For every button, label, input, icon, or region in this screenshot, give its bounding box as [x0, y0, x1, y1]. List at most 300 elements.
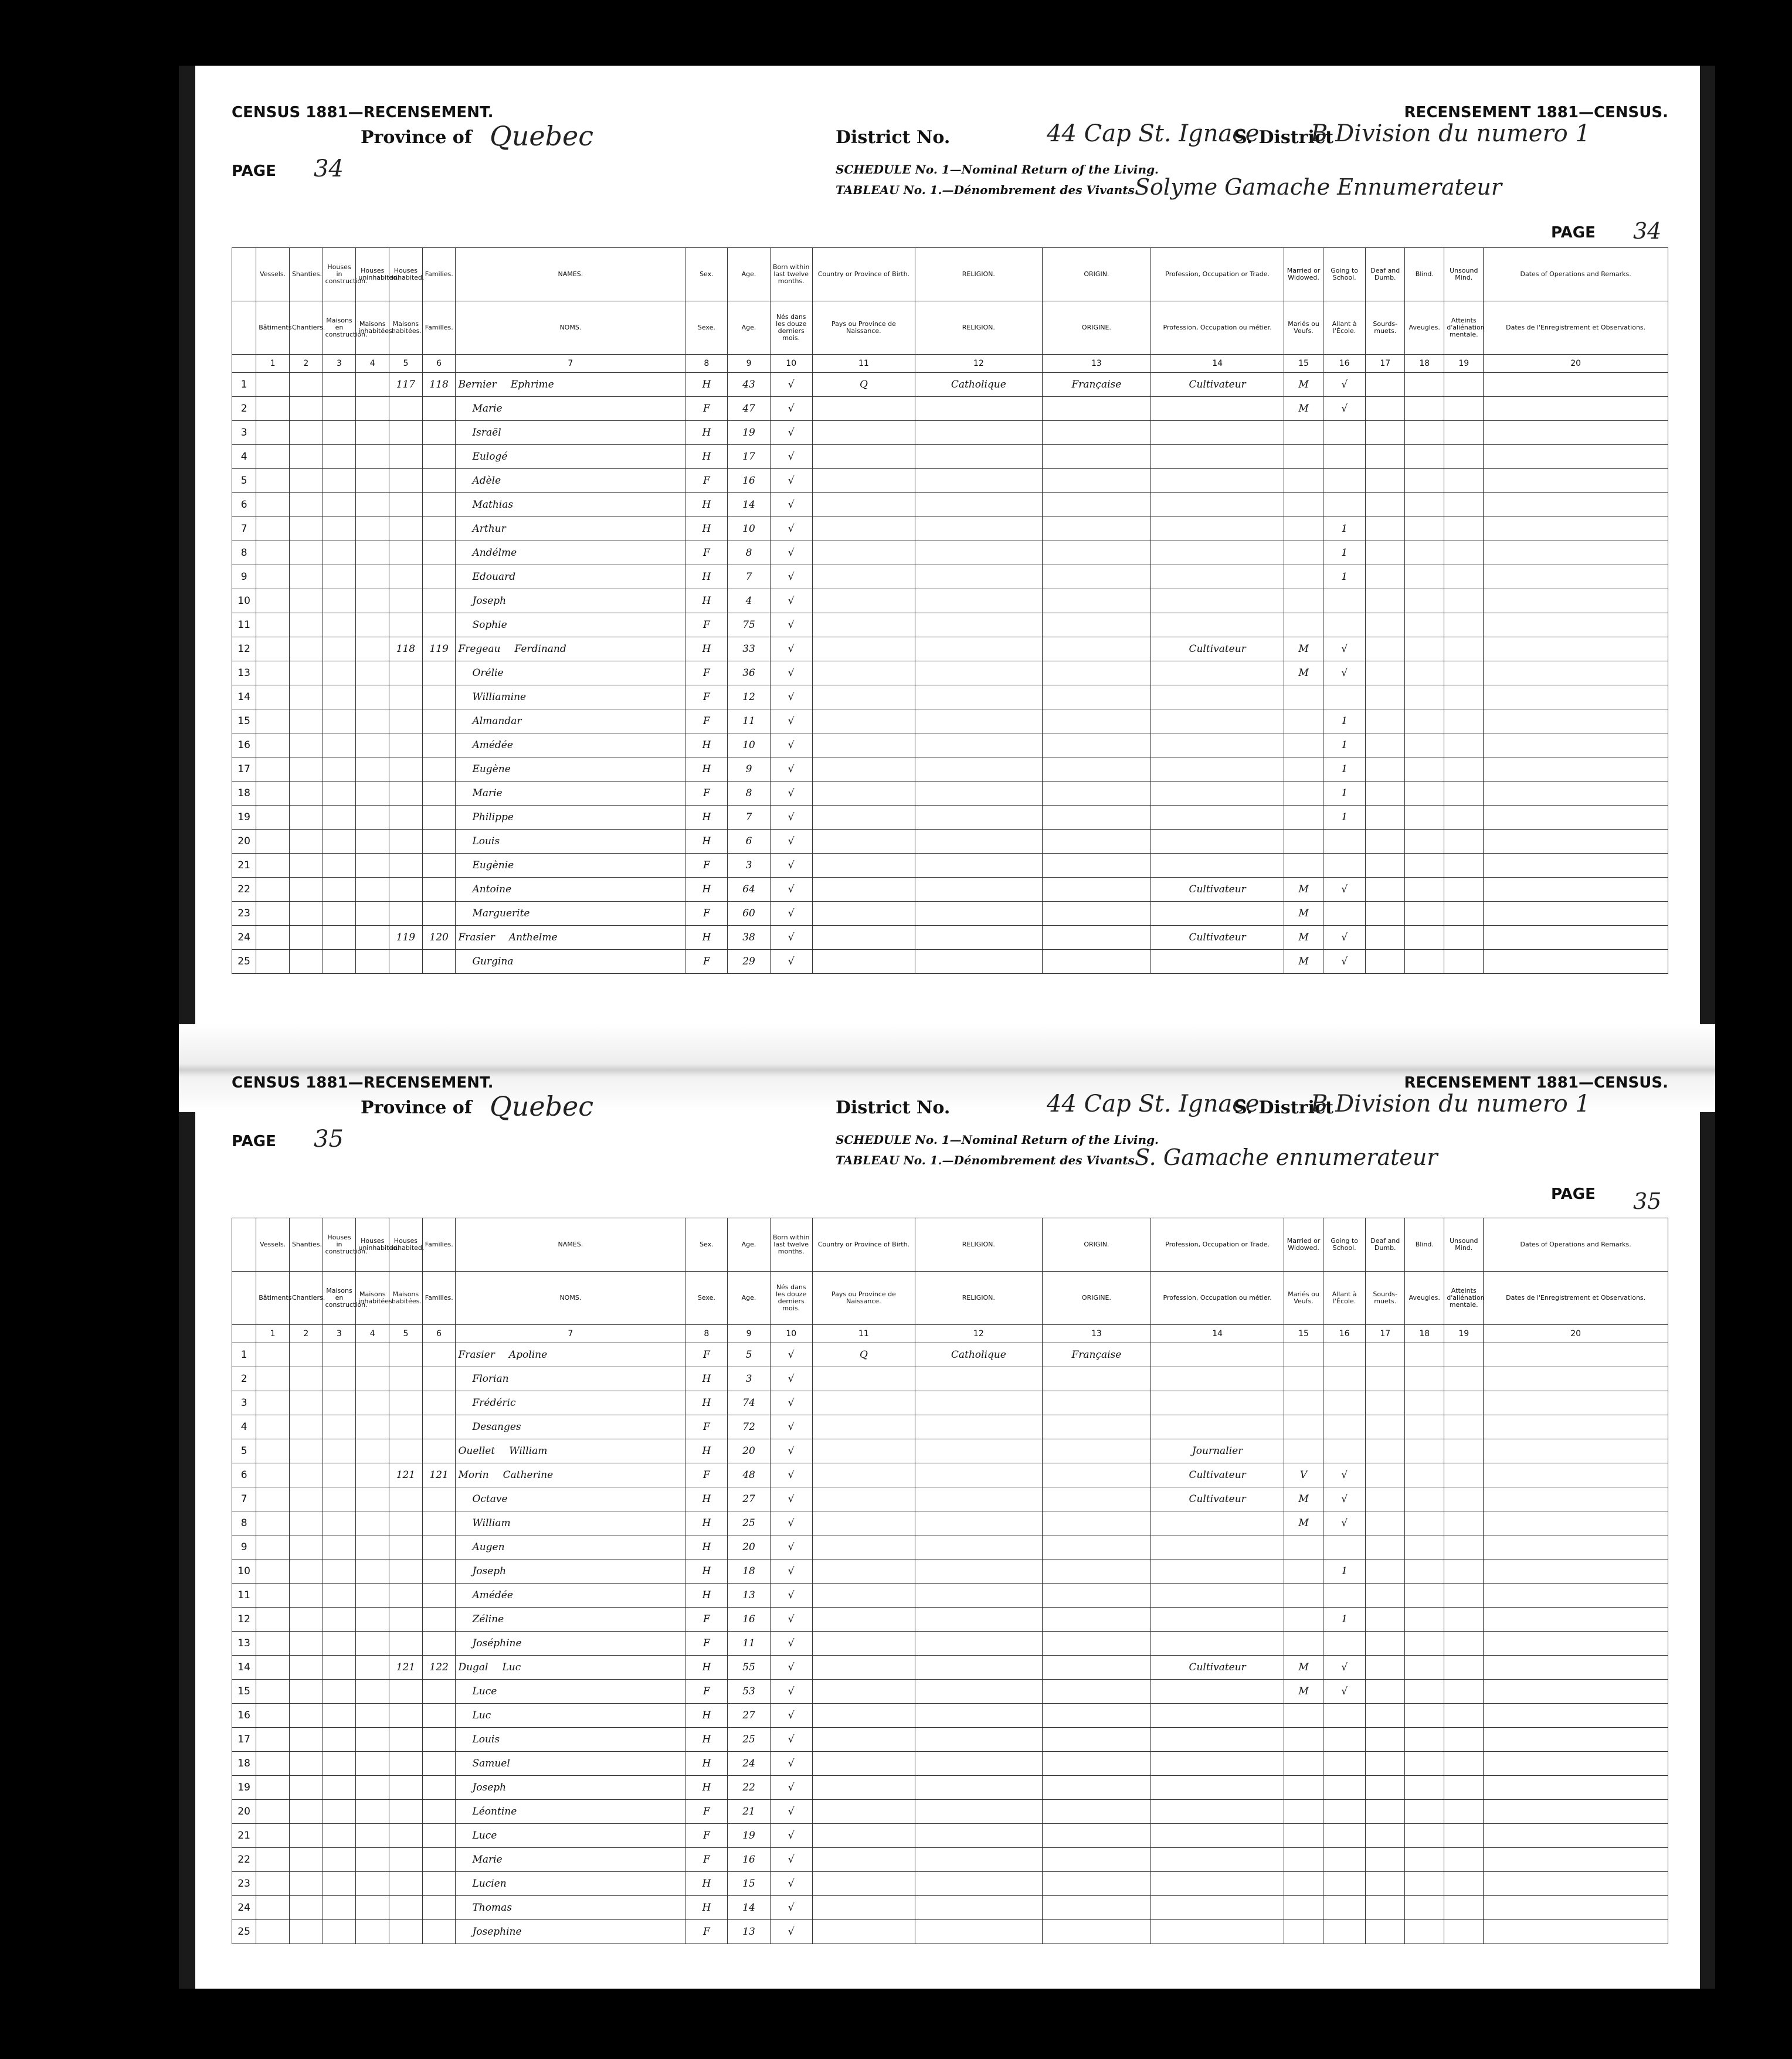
age-cell: 72: [728, 1415, 770, 1439]
name-cell: [456, 1463, 685, 1487]
houses-uninhabited-cell: [356, 950, 389, 974]
column-header-19: Unsound Mind.: [1444, 1218, 1484, 1272]
blind-cell: [1405, 1704, 1444, 1728]
born-cell: √: [770, 1439, 812, 1463]
origin-cell: [1042, 878, 1151, 902]
line-number: 10: [232, 1559, 256, 1584]
table-row: [232, 1559, 1668, 1584]
families-cell: [422, 902, 456, 926]
houses-inhabited-cell: [389, 1439, 423, 1463]
column-number-4: 4: [356, 355, 389, 373]
shanties-cell: [289, 1511, 323, 1535]
married-cell: [1284, 613, 1323, 637]
blind-cell: [1405, 1848, 1444, 1872]
school-cell: [1323, 1824, 1366, 1848]
blind-cell: [1405, 1343, 1444, 1367]
houses-construction-cell: [323, 950, 356, 974]
blind-cell: [1405, 733, 1444, 757]
table-row: [232, 685, 1668, 709]
profession-cell: [1151, 782, 1284, 806]
given-name: Andélme: [472, 547, 517, 559]
vessels-cell: [256, 373, 290, 397]
families-cell: [422, 1343, 456, 1367]
blind-cell: [1405, 1776, 1444, 1800]
origin-cell: [1042, 709, 1151, 733]
religion-cell: [915, 1632, 1043, 1656]
enumerator-name: Solyme Gamache Ennumerateur: [1135, 174, 1502, 200]
birthplace-cell: [812, 1608, 915, 1632]
sex-cell: H: [685, 637, 728, 661]
unsound-mind-cell: [1444, 589, 1484, 613]
given-name: Florian: [472, 1373, 509, 1385]
shanties-cell: [289, 878, 323, 902]
given-name: Desanges: [472, 1421, 521, 1433]
blind-cell: [1405, 517, 1444, 541]
shanties-cell: [289, 1367, 323, 1391]
remarks-cell: [1484, 637, 1668, 661]
given-name: Joséphine: [472, 1637, 522, 1649]
name-cell: [456, 1608, 685, 1632]
name-cell: [456, 709, 685, 733]
houses-construction-cell: [323, 1632, 356, 1656]
origin-cell: [1042, 589, 1151, 613]
deaf-cell: [1366, 661, 1405, 685]
given-name: Lucien: [472, 1878, 507, 1890]
remarks-cell: [1484, 373, 1668, 397]
age-cell: 20: [728, 1535, 770, 1559]
column-header-fr-14: Profession, Occupation ou métier.: [1151, 1272, 1284, 1325]
column-header-13: ORIGIN.: [1042, 248, 1151, 301]
blind-cell: [1405, 1824, 1444, 1848]
column-header-fr-17: Sourds-muets.: [1366, 301, 1405, 355]
religion-cell: [915, 565, 1043, 589]
houses-inhabited-cell: [389, 1824, 423, 1848]
houses-inhabited-cell: [389, 421, 423, 445]
sex-cell: H: [685, 589, 728, 613]
remarks-cell: [1484, 1800, 1668, 1824]
married-cell: M: [1284, 1656, 1323, 1680]
houses-inhabited-cell: [389, 493, 423, 517]
married-cell: [1284, 1367, 1323, 1391]
remarks-cell: [1484, 445, 1668, 469]
houses-uninhabited-cell: [356, 854, 389, 878]
married-cell: V: [1284, 1463, 1323, 1487]
sex-cell: H: [685, 1704, 728, 1728]
born-cell: √: [770, 373, 812, 397]
column-header-10: Born within last twelve months.: [770, 248, 812, 301]
birthplace-cell: [812, 589, 915, 613]
married-cell: [1284, 1728, 1323, 1752]
given-name: Marguerite: [472, 908, 530, 919]
houses-construction-cell: [323, 421, 356, 445]
houses-uninhabited-cell: [356, 1367, 389, 1391]
married-cell: M: [1284, 902, 1323, 926]
school-cell: [1323, 1439, 1366, 1463]
married-cell: [1284, 1439, 1323, 1463]
houses-construction-cell: [323, 589, 356, 613]
origin-cell: [1042, 950, 1151, 974]
name-cell: [456, 1752, 685, 1776]
birthplace-cell: [812, 1535, 915, 1559]
table-row: [232, 782, 1668, 806]
unsound-mind-cell: [1444, 1584, 1484, 1608]
deaf-cell: [1366, 1824, 1405, 1848]
families-cell: [422, 661, 456, 685]
line-number: 7: [232, 1487, 256, 1511]
column-header-2: Shanties.: [289, 1218, 323, 1272]
line-number: 21: [232, 854, 256, 878]
name-cell: [456, 421, 685, 445]
blind-cell: [1405, 1559, 1444, 1584]
houses-construction-cell: [323, 1920, 356, 1944]
line-number: 12: [232, 637, 256, 661]
religion-cell: [915, 1800, 1043, 1824]
given-name: Thomas: [472, 1902, 512, 1914]
families-cell: [422, 421, 456, 445]
born-cell: √: [770, 1535, 812, 1559]
sex-cell: F: [685, 1680, 728, 1704]
table-row: [232, 1728, 1668, 1752]
given-name: Frédéric: [472, 1397, 516, 1409]
houses-uninhabited-cell: [356, 661, 389, 685]
name-cell: [456, 1728, 685, 1752]
sex-cell: H: [685, 1391, 728, 1415]
families-cell: [422, 1632, 456, 1656]
column-header-fr-2: Chantiers.: [289, 301, 323, 355]
age-cell: 3: [728, 1367, 770, 1391]
shanties-cell: [289, 757, 323, 782]
houses-inhabited-cell: [389, 1391, 423, 1415]
deaf-cell: [1366, 1872, 1405, 1896]
houses-uninhabited-cell: [356, 637, 389, 661]
school-cell: 1: [1323, 757, 1366, 782]
column-number-9: 9: [728, 1325, 770, 1343]
families-cell: [422, 1511, 456, 1535]
origin-cell: [1042, 397, 1151, 421]
unsound-mind-cell: [1444, 806, 1484, 830]
profession-cell: [1151, 1920, 1284, 1944]
sex-cell: H: [685, 1535, 728, 1559]
line-number: 2: [232, 1367, 256, 1391]
name-cell: [456, 830, 685, 854]
surname: Bernier: [458, 379, 497, 390]
school-cell: √: [1323, 1487, 1366, 1511]
given-name: Eugènie: [472, 859, 514, 871]
blind-cell: [1405, 1584, 1444, 1608]
born-cell: √: [770, 1343, 812, 1367]
houses-inhabited-cell: 117: [389, 373, 423, 397]
families-cell: [422, 1559, 456, 1584]
deaf-cell: [1366, 565, 1405, 589]
column-header-fr-4: Maisons inhabitées.: [356, 1272, 389, 1325]
religion-cell: [915, 613, 1043, 637]
religion-cell: [915, 1728, 1043, 1752]
shanties-cell: [289, 1343, 323, 1367]
married-cell: M: [1284, 661, 1323, 685]
unsound-mind-cell: [1444, 902, 1484, 926]
age-cell: 3: [728, 854, 770, 878]
unsound-mind-cell: [1444, 1920, 1484, 1944]
houses-uninhabited-cell: [356, 1872, 389, 1896]
subdistrict-label: S. District: [1234, 1098, 1333, 1118]
houses-inhabited-cell: [389, 541, 423, 565]
shanties-cell: [289, 782, 323, 806]
houses-construction-cell: [323, 806, 356, 830]
column-header-20: Dates of Operations and Remarks.: [1484, 248, 1668, 301]
name-cell: [456, 1584, 685, 1608]
name-cell: [456, 1415, 685, 1439]
age-cell: 25: [728, 1728, 770, 1752]
unsound-mind-cell: [1444, 709, 1484, 733]
houses-inhabited-cell: [389, 613, 423, 637]
born-cell: √: [770, 1559, 812, 1584]
given-name: Eulogé: [472, 451, 508, 463]
birthplace-cell: [812, 1680, 915, 1704]
profession-cell: [1151, 661, 1284, 685]
school-cell: √: [1323, 1463, 1366, 1487]
sex-cell: F: [685, 613, 728, 637]
born-cell: √: [770, 517, 812, 541]
school-cell: [1323, 1343, 1366, 1367]
religion-cell: [915, 541, 1043, 565]
profession-cell: [1151, 541, 1284, 565]
houses-inhabited-cell: [389, 1848, 423, 1872]
houses-construction-cell: [323, 445, 356, 469]
shanties-cell: [289, 1632, 323, 1656]
column-header-fr-7: NOMS.: [456, 301, 685, 355]
profession-cell: Cultivateur: [1151, 1656, 1284, 1680]
column-header-fr-18: Aveugles.: [1405, 301, 1444, 355]
remarks-cell: [1484, 1848, 1668, 1872]
school-cell: √: [1323, 1680, 1366, 1704]
married-cell: M: [1284, 397, 1323, 421]
families-cell: [422, 1415, 456, 1439]
table-row: [232, 1752, 1668, 1776]
birthplace-cell: [812, 1415, 915, 1439]
blind-cell: [1405, 613, 1444, 637]
sex-cell: F: [685, 902, 728, 926]
sex-cell: H: [685, 1656, 728, 1680]
houses-uninhabited-cell: [356, 1584, 389, 1608]
deaf-cell: [1366, 397, 1405, 421]
column-header-fr-2: Chantiers.: [289, 1272, 323, 1325]
houses-construction-cell: [323, 1824, 356, 1848]
deaf-cell: [1366, 902, 1405, 926]
given-name: Williamine: [472, 691, 527, 703]
birthplace-cell: [812, 757, 915, 782]
houses-inhabited-cell: [389, 517, 423, 541]
name-cell: [456, 1367, 685, 1391]
column-header-6: Families.: [422, 248, 456, 301]
name-cell: [456, 397, 685, 421]
table-row: [232, 1656, 1668, 1680]
houses-uninhabited-cell: [356, 1463, 389, 1487]
blind-cell: [1405, 493, 1444, 517]
column-header-7: NAMES.: [456, 1218, 685, 1272]
remarks-cell: [1484, 830, 1668, 854]
school-cell: [1323, 830, 1366, 854]
table-row: [232, 445, 1668, 469]
school-cell: [1323, 685, 1366, 709]
deaf-cell: [1366, 830, 1405, 854]
column-header-16: Going to School.: [1323, 248, 1366, 301]
houses-construction-cell: [323, 661, 356, 685]
deaf-cell: [1366, 1439, 1405, 1463]
sex-cell: F: [685, 950, 728, 974]
houses-construction-cell: [323, 1608, 356, 1632]
line-number: 19: [232, 1776, 256, 1800]
age-cell: 8: [728, 541, 770, 565]
married-cell: M: [1284, 878, 1323, 902]
line-number: 24: [232, 926, 256, 950]
shanties-cell: [289, 469, 323, 493]
profession-cell: [1151, 830, 1284, 854]
houses-construction-cell: [323, 878, 356, 902]
birthplace-cell: [812, 661, 915, 685]
houses-inhabited-cell: [389, 661, 423, 685]
houses-construction-cell: [323, 1752, 356, 1776]
married-cell: [1284, 1559, 1323, 1584]
profession-cell: [1151, 1391, 1284, 1415]
profession-cell: [1151, 1343, 1284, 1367]
houses-uninhabited-cell: [356, 878, 389, 902]
remarks-cell: [1484, 1415, 1668, 1439]
families-cell: [422, 1584, 456, 1608]
table-row: [232, 1608, 1668, 1632]
religion-cell: [915, 1608, 1043, 1632]
surname: Frasier: [458, 932, 495, 943]
houses-inhabited-cell: [389, 1752, 423, 1776]
families-cell: [422, 589, 456, 613]
born-cell: √: [770, 541, 812, 565]
religion-cell: [915, 1391, 1043, 1415]
line-number: 16: [232, 733, 256, 757]
religion-cell: Catholique: [915, 373, 1043, 397]
vessels-cell: [256, 517, 290, 541]
blind-cell: [1405, 1439, 1444, 1463]
school-cell: [1323, 902, 1366, 926]
given-name: Sophie: [472, 619, 507, 631]
enumerator-name: S. Gamache ennumerateur: [1135, 1144, 1438, 1170]
unsound-mind-cell: [1444, 613, 1484, 637]
table-row: [232, 637, 1668, 661]
houses-inhabited-cell: [389, 565, 423, 589]
table-row: [232, 733, 1668, 757]
line-number: 8: [232, 1511, 256, 1535]
houses-inhabited-cell: [389, 1680, 423, 1704]
houses-uninhabited-cell: [356, 1896, 389, 1920]
families-cell: [422, 1848, 456, 1872]
page-number-right: 35: [1633, 1188, 1662, 1214]
houses-construction-cell: [323, 469, 356, 493]
name-cell: [456, 1511, 685, 1535]
name-cell: [456, 1439, 685, 1463]
houses-construction-cell: [323, 493, 356, 517]
houses-construction-cell: [323, 1584, 356, 1608]
vessels-cell: [256, 1343, 290, 1367]
houses-uninhabited-cell: [356, 1800, 389, 1824]
profession-cell: [1151, 445, 1284, 469]
column-number-1: 1: [256, 1325, 290, 1343]
column-header-fr-15: Mariés ou Veufs.: [1284, 301, 1323, 355]
origin-cell: [1042, 661, 1151, 685]
shanties-cell: [289, 830, 323, 854]
origin-cell: [1042, 613, 1151, 637]
deaf-cell: [1366, 782, 1405, 806]
houses-construction-cell: [323, 854, 356, 878]
born-cell: √: [770, 613, 812, 637]
profession-cell: [1151, 757, 1284, 782]
deaf-cell: [1366, 517, 1405, 541]
given-name: Almandar: [472, 715, 522, 727]
houses-inhabited-cell: [389, 1776, 423, 1800]
unsound-mind-cell: [1444, 733, 1484, 757]
deaf-cell: [1366, 613, 1405, 637]
houses-inhabited-cell: [389, 445, 423, 469]
table-row: [232, 902, 1668, 926]
table-row: [232, 1584, 1668, 1608]
married-cell: [1284, 565, 1323, 589]
shanties-cell: [289, 854, 323, 878]
shanties-cell: [289, 1559, 323, 1584]
school-cell: √: [1323, 661, 1366, 685]
birthplace-cell: [812, 637, 915, 661]
table-row: [232, 709, 1668, 733]
age-cell: 13: [728, 1920, 770, 1944]
unsound-mind-cell: [1444, 1535, 1484, 1559]
birthplace-cell: [812, 1463, 915, 1487]
houses-uninhabited-cell: [356, 1343, 389, 1367]
religion-cell: [915, 782, 1043, 806]
name-cell: [456, 950, 685, 974]
school-cell: √: [1323, 950, 1366, 974]
profession-cell: Cultivateur: [1151, 637, 1284, 661]
sex-cell: F: [685, 397, 728, 421]
born-cell: √: [770, 421, 812, 445]
name-cell: [456, 1391, 685, 1415]
column-number-12: 12: [915, 1325, 1043, 1343]
name-cell: [456, 878, 685, 902]
line-number: 6: [232, 1463, 256, 1487]
unsound-mind-cell: [1444, 1824, 1484, 1848]
birthplace-cell: [812, 1776, 915, 1800]
houses-inhabited-cell: [389, 1511, 423, 1535]
shanties-cell: [289, 1848, 323, 1872]
shanties-cell: [289, 1439, 323, 1463]
origin-cell: [1042, 1752, 1151, 1776]
houses-inhabited-cell: [389, 878, 423, 902]
origin-cell: [1042, 517, 1151, 541]
column-header-2: Shanties.: [289, 248, 323, 301]
unsound-mind-cell: [1444, 782, 1484, 806]
shanties-cell: [289, 1920, 323, 1944]
column-number-12: 12: [915, 355, 1043, 373]
shanties-cell: [289, 926, 323, 950]
vessels-cell: [256, 733, 290, 757]
shanties-cell: [289, 1728, 323, 1752]
subdistrict-label: S. District: [1234, 127, 1333, 148]
houses-uninhabited-cell: [356, 830, 389, 854]
name-cell: [456, 373, 685, 397]
column-number-11: 11: [812, 1325, 915, 1343]
origin-cell: [1042, 1632, 1151, 1656]
column-header-fr-10: Nés dans les douze derniers mois.: [770, 1272, 812, 1325]
families-cell: 118: [422, 373, 456, 397]
born-cell: √: [770, 1656, 812, 1680]
blind-cell: [1405, 661, 1444, 685]
blind-cell: [1405, 1511, 1444, 1535]
birthplace-cell: [812, 1367, 915, 1391]
